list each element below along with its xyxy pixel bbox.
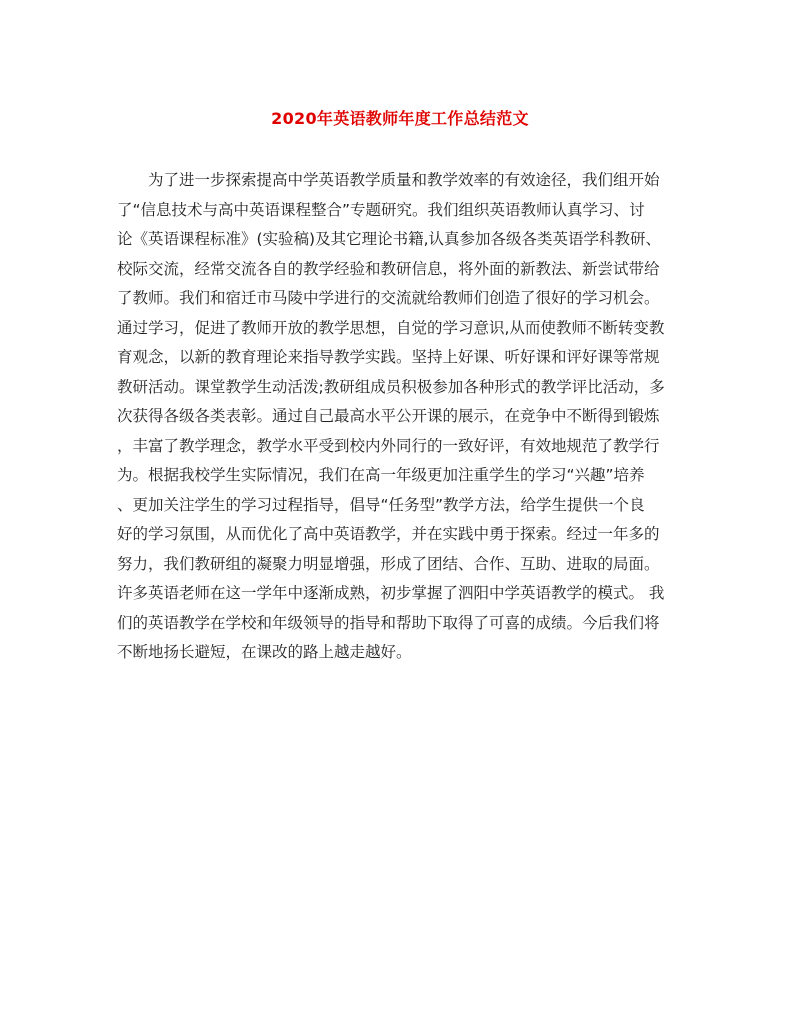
document-title: 2020年英语教师年度工作总结范文 [271, 109, 529, 128]
body-line: 教研活动。课堂教学生动活泼;教研组成员积极参加各种形式的教学评比活动，多 [117, 377, 665, 396]
document-body [117, 166, 687, 668]
body-line: 为。根据我校学生实际情况，我们在高一年级更加注重学生的学习“兴趣”培养 [117, 466, 645, 484]
body-line: 好的学习氛围，从而优化了高中英语教学，并在实践中勇于探索。经过一年多的 [117, 525, 660, 543]
body-line: ，丰富了教学理念，教学水平受到校内外同行的一致好评，有效地规范了教学行 [117, 436, 660, 455]
body-line: 为了进一步探索提高中学英语教学质量和教学效率的有效途径，我们组开始 [148, 171, 660, 189]
body-line: 们的英语教学在学校和年级领导的指导和帮助下取得了可喜的成绩。今后我们将 [117, 613, 660, 632]
body-line: 了教师。我们和宿迁市马陵中学进行的交流就给教师们创造了很好的学习机会。 [117, 289, 660, 307]
body-line: 、更加关注学生的学习过程指导，倡导“任务型”教学方法，给学生提供一个良 [117, 495, 645, 514]
body-line: 育观念，以新的教育理论来指导教学实践。坚持上好课、听好课和评好课等常规 [117, 348, 660, 366]
body-line: 论《英语课程标准》(实验稿)及其它理论书籍,认真参加各级各类英语学科教研、 [117, 230, 662, 248]
body-line: 不断地扬长避短，在课改的路上越走越好。 [117, 643, 412, 661]
body-line: 了“信息技术与高中英语课程整合”专题研究。我们组织英语教师认真学习、讨 [117, 200, 645, 219]
body-line: 校际交流，经常交流各自的教学经验和教研信息，将外面的新教法、新尝试带给 [117, 259, 660, 278]
body-line: 努力，我们教研组的凝聚力明显增强，形成了团结、合作、互助、进取的局面。 [117, 554, 660, 573]
body-line: 许多英语老师在这一学年中逐渐成熟，初步掌握了泗阳中学英语教学的模式。 我 [117, 584, 665, 602]
body-line: 通过学习，促进了教师开放的教学思想，自觉的学习意识,从而使教师不断转变教 [117, 318, 665, 337]
body-line: 次获得各级各类表彰。通过自己最高水平公开课的展示，在竞争中不断得到锻炼 [117, 407, 660, 425]
